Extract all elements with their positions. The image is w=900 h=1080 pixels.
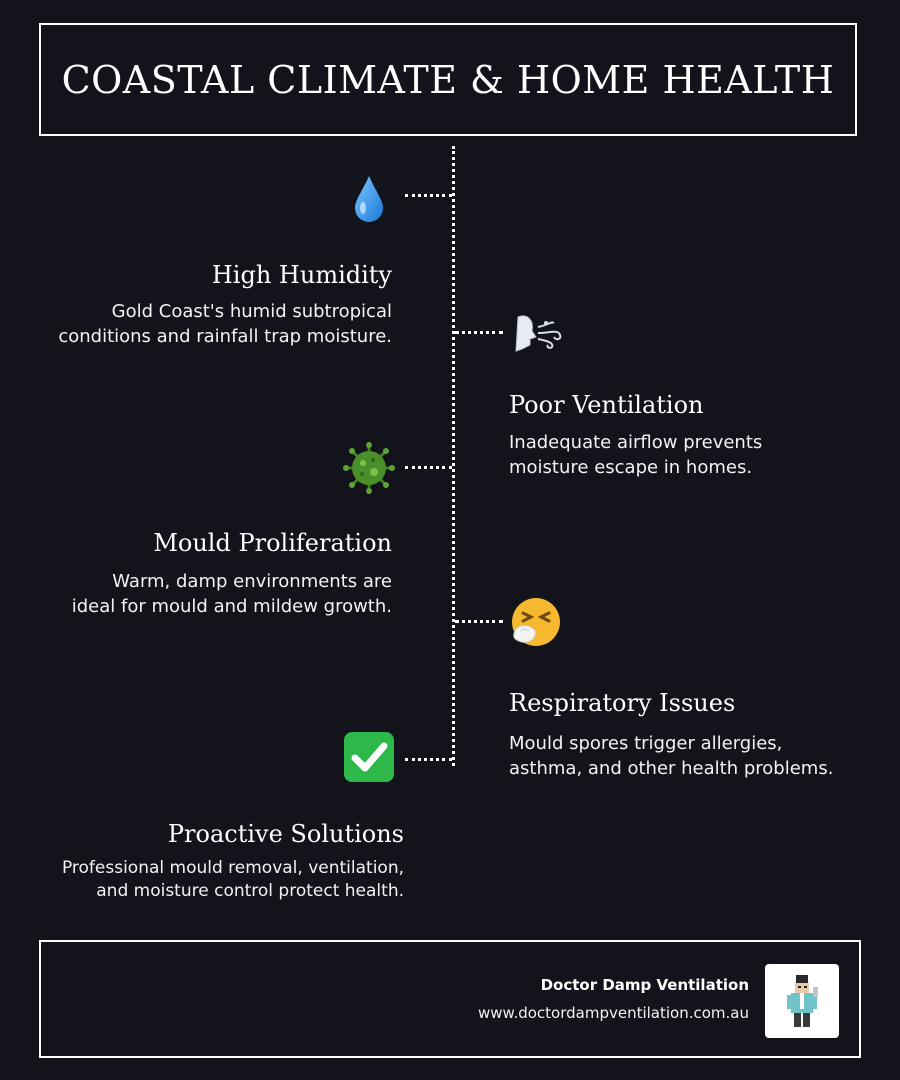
desc-line: ideal for mould and mildew growth. (71, 596, 392, 617)
timeline-line (452, 146, 455, 766)
desc-line: Professional mould removal, ventilation, (61, 858, 404, 878)
desc-line: Inadequate airflow prevents (509, 432, 763, 453)
item-desc-proactive-solutions (62, 857, 404, 903)
company-url[interactable]: www.doctordampventilation.com.au (478, 1004, 749, 1022)
item-desc-mould-proliferation (72, 569, 392, 619)
desc-line: moisture escape in homes. (509, 457, 753, 478)
item-heading-mould-proliferation: Mould Proliferation (153, 529, 392, 557)
item-heading-poor-ventilation: Poor Ventilation (509, 391, 704, 419)
connector-1 (405, 194, 452, 197)
page-title: COASTAL CLIMATE & HOME HEALTH (61, 57, 835, 102)
item-heading-high-humidity: High Humidity (211, 261, 392, 289)
item-desc-poor-ventilation (509, 430, 762, 480)
connector-5 (405, 758, 452, 761)
wind-face-icon (508, 306, 564, 362)
desc-line: asthma, and other health problems. (509, 758, 834, 779)
company-logo (765, 964, 839, 1038)
check-mark-icon (341, 729, 397, 785)
footer-box (39, 940, 861, 1058)
connector-3 (405, 466, 452, 469)
sneezing-face-icon (508, 594, 564, 650)
desc-line: Gold Coast's humid subtropical (111, 301, 392, 322)
connector-2 (455, 331, 503, 334)
item-desc-high-humidity (58, 299, 392, 349)
desc-line: Mould spores trigger allergies, (509, 733, 783, 754)
desc-line: and moisture control protect health. (96, 881, 404, 901)
title-box (39, 23, 857, 136)
item-heading-respiratory-issues: Respiratory Issues (509, 689, 736, 717)
microbe-icon (341, 440, 397, 496)
water-drop-icon (341, 171, 397, 227)
desc-line: conditions and rainfall trap moisture. (58, 326, 392, 347)
item-heading-proactive-solutions: Proactive Solutions (167, 820, 404, 848)
company-name: Doctor Damp Ventilation (540, 976, 749, 994)
desc-line: Warm, damp environments are (112, 571, 392, 592)
connector-4 (455, 620, 503, 623)
item-desc-respiratory-issues (509, 731, 833, 781)
